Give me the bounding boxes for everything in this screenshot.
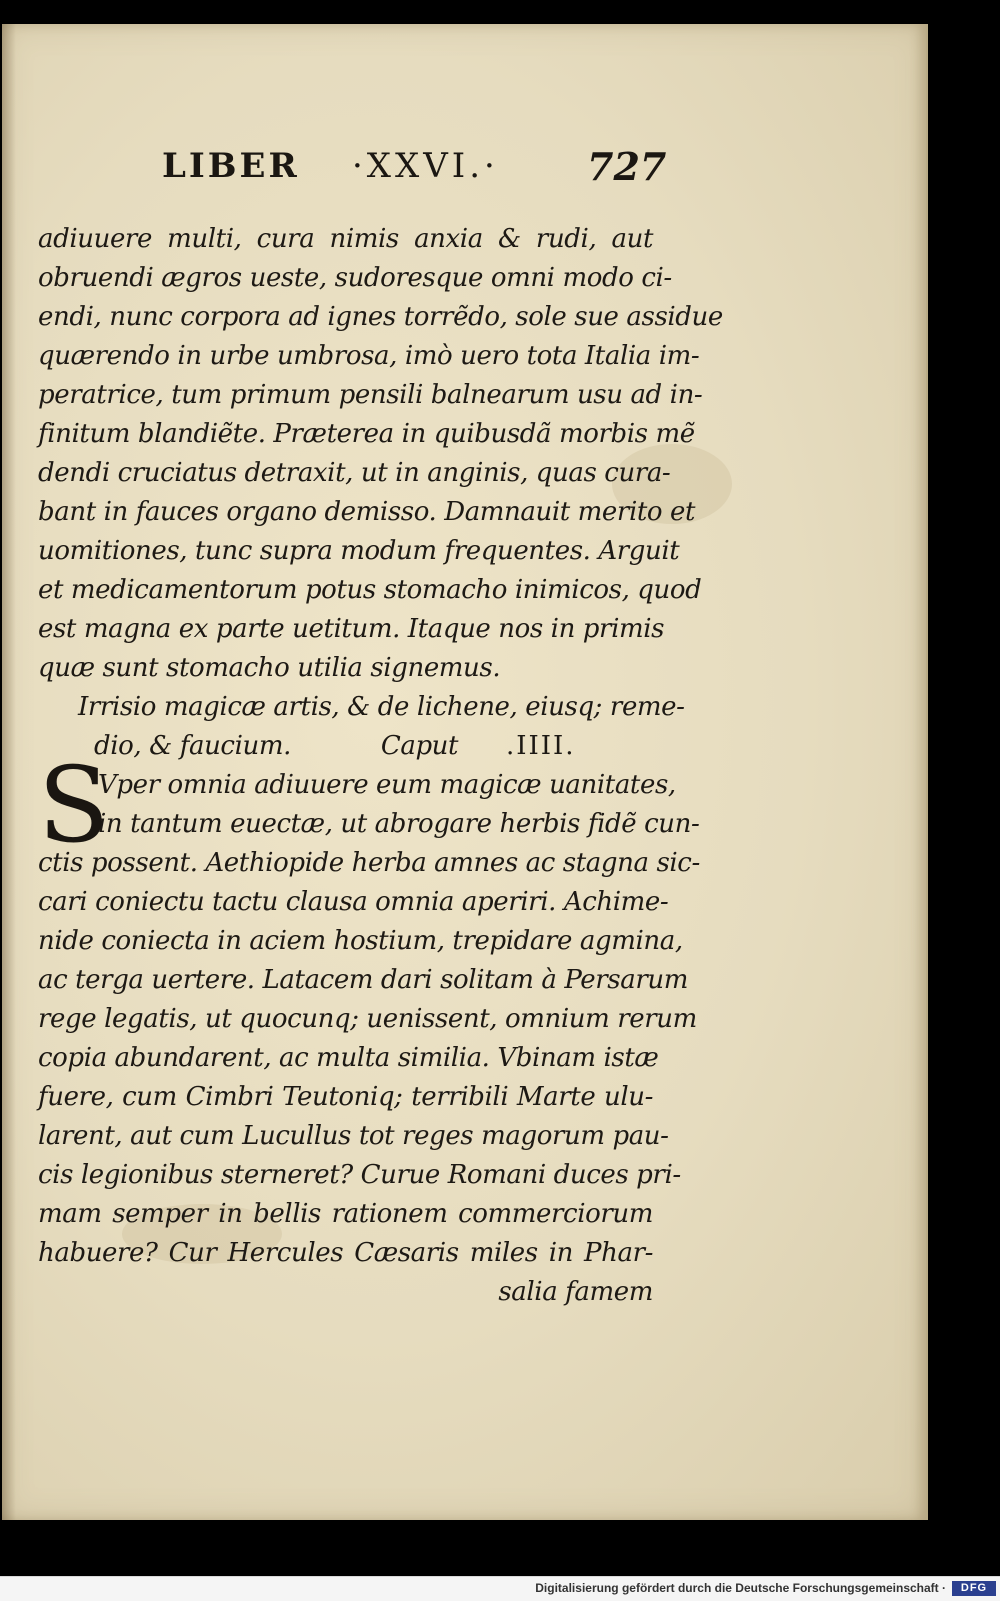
running-head-liber: LIBER	[162, 146, 300, 186]
text-line: quærendo in urbe umbrosa, imò uero tota Italia im-	[38, 341, 700, 371]
page-number: 727	[587, 144, 667, 189]
text-line: peratrice, tum primum pensili balnearum usu ad in-	[38, 380, 703, 410]
spine-shadow	[2, 24, 16, 1520]
text-line: bant in fauces organo demisso. Damnauit merito et	[38, 497, 696, 527]
text-line: cis legionibus sterneret? Curue Romani duces pri-	[38, 1160, 681, 1190]
dfg-logo: DFG	[952, 1581, 996, 1596]
funding-credit: Digitalisierung gefördert durch die Deutsche Forschungsgemeinschaft ·	[535, 1581, 946, 1595]
digitization-footer	[0, 1576, 1000, 1601]
text-line: nide coniecta in aciem hostium, trepidare agmina,	[38, 926, 683, 956]
text-line: et medicamentorum potus stomacho inimicos, quod	[38, 575, 702, 605]
text-line: rege legatis, ut quocunq; uenissent, omnium rerum	[38, 1004, 697, 1034]
chapter-heading-text: dio, & faucium.	[94, 731, 291, 761]
text-line: uomitiones, tunc supra modum frequentes. Arguit	[38, 536, 680, 566]
text-line: habuere? Cur Hercules Cæsaris miles in Phar-	[38, 1238, 653, 1268]
text-line: obruendi ægros ueste, sudoresque omni modo ci-	[38, 263, 672, 293]
chapter-number: .IIII.	[505, 731, 576, 761]
text-line: Vper omnia adiuuere eum magicæ uanitates,	[98, 770, 676, 800]
text-line: larent, aut cum Lucullus tot reges magorum pau-	[38, 1121, 669, 1151]
text-line: dendi cruciatus detraxit, ut in anginis, quas cura-	[38, 458, 671, 488]
drop-cap-initial: S	[38, 744, 110, 866]
running-head-book-number: ·XXVI.·	[352, 146, 499, 186]
text-line: ctis possent. Aethiopide herba amnes ac stagna sic-	[38, 848, 700, 878]
catchword: salia famem	[498, 1277, 653, 1307]
text-line: est magna ex parte uetitum. Itaque nos in primis	[38, 614, 665, 644]
text-line: quæ sunt stomacho utilia signemus.	[38, 653, 501, 683]
chapter-caput-label: Caput	[380, 731, 459, 761]
text-line: finitum blandiẽte. Præterea in quibusdã morbis mẽ	[38, 419, 695, 449]
text-line: mam semper in bellis rationem commerciorum	[38, 1199, 653, 1229]
text-line: copia abundarent, ac multa similia. Vbinam istæ	[38, 1043, 659, 1073]
text-block	[38, 220, 723, 1312]
text-line: in tantum euectæ, ut abrogare herbis fidẽ cun-	[98, 809, 700, 839]
text-line: fuere, cum Cimbri Teutoniq; terribili Marte ulu-	[38, 1082, 653, 1112]
chapter-heading-line	[38, 727, 653, 766]
text-line: endi, nunc corpora ad ignes torrẽdo, sole sue assidue	[38, 302, 723, 332]
text-line: ac terga uertere. Latacem dari solitam à Persarum	[38, 965, 688, 995]
chapter-heading-line: Irrisio magicæ artis, & de lichene, eiusq; reme-	[78, 692, 685, 722]
book-page	[2, 24, 928, 1520]
text-line: cari coniectu tactu clausa omnia aperiri. Achime-	[38, 887, 669, 917]
text-line: adiuuere multi, cura nimis anxia & rudi, aut	[38, 224, 653, 254]
running-head	[2, 146, 926, 206]
